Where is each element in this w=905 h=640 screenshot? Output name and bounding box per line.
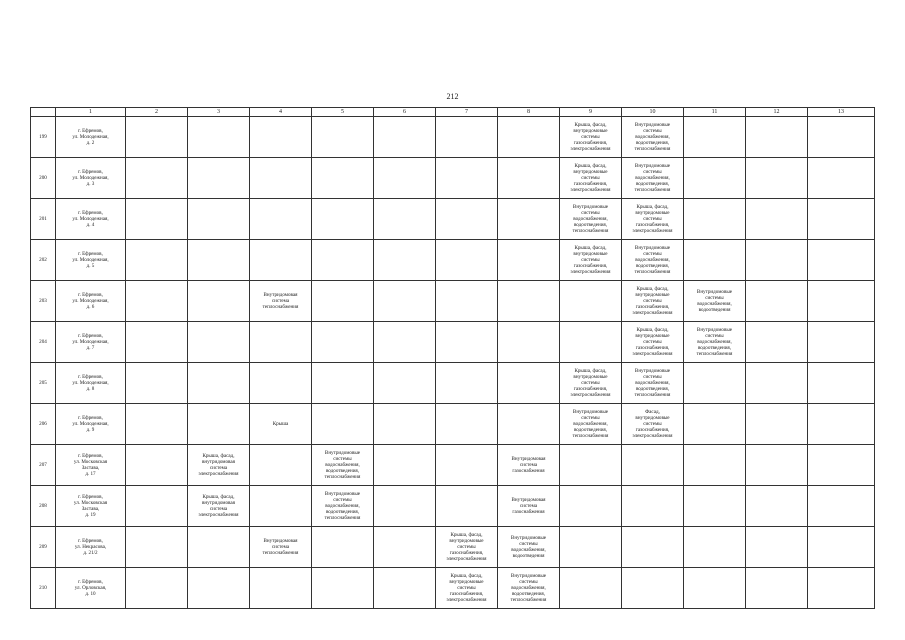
work-cell: Крыша, фасад, внутридомовые системы газоснабжения, электроснабжения — [560, 158, 622, 199]
work-cell — [560, 568, 622, 609]
work-cell: Внутридомовые системы водоснабжения, водоотведения — [684, 281, 746, 322]
work-cell — [746, 158, 808, 199]
address-cell: г. Ефремов, ул. Молодежная, д. 7 — [56, 322, 126, 363]
work-cell: Внутридомовая система теплоснабжения — [250, 527, 312, 568]
work-cell — [684, 199, 746, 240]
work-cell: Внутридомовые системы водоснабжения, водоотведения — [498, 527, 560, 568]
work-cell — [312, 322, 374, 363]
work-cell — [374, 281, 436, 322]
work-cell — [498, 404, 560, 445]
table-row — [31, 322, 875, 363]
work-cell — [808, 486, 875, 527]
row-number: 209 — [31, 527, 56, 568]
work-cell — [436, 322, 498, 363]
work-cell — [188, 527, 250, 568]
work-cell — [374, 527, 436, 568]
work-cell — [312, 240, 374, 281]
work-cell — [746, 445, 808, 486]
work-cell — [684, 568, 746, 609]
row-number: 201 — [31, 199, 56, 240]
work-cell — [312, 527, 374, 568]
table-row — [31, 568, 875, 609]
table-row — [31, 199, 875, 240]
work-cell — [374, 322, 436, 363]
row-number: 202 — [31, 240, 56, 281]
work-cell — [746, 322, 808, 363]
work-cell: Крыша, фасад, внутридомовая система электроснабжения — [188, 445, 250, 486]
work-cell — [188, 363, 250, 404]
work-cell — [188, 240, 250, 281]
work-cell: Внутридомовые системы водоснабжения, водоотведения, теплоснабжения — [684, 322, 746, 363]
work-cell — [808, 281, 875, 322]
work-cell — [436, 486, 498, 527]
work-cell: Внутридомовые системы водоснабжения, водоотведения, теплоснабжения — [498, 568, 560, 609]
work-cell — [374, 363, 436, 404]
work-cell: Внутридомовые системы водоснабжения, водоотведения, теплоснабжения — [312, 445, 374, 486]
work-cell — [250, 158, 312, 199]
work-cell — [808, 199, 875, 240]
column-header: 4 — [250, 108, 312, 117]
work-cell — [498, 363, 560, 404]
work-cell — [746, 527, 808, 568]
row-number: 203 — [31, 281, 56, 322]
work-cell — [622, 486, 684, 527]
work-cell — [250, 568, 312, 609]
work-cell — [746, 199, 808, 240]
column-header: 6 — [374, 108, 436, 117]
row-number: 200 — [31, 158, 56, 199]
work-cell: Внутридомовые системы водоснабжения, водоотведения, теплоснабжения — [312, 486, 374, 527]
table-row — [31, 404, 875, 445]
header-row — [31, 108, 875, 117]
table-row — [31, 117, 875, 158]
column-header: 12 — [746, 108, 808, 117]
work-cell: Внутридомовые системы водоснабжения, водоотведения, теплоснабжения — [560, 404, 622, 445]
work-cell — [312, 363, 374, 404]
work-cell — [126, 363, 188, 404]
work-cell — [188, 117, 250, 158]
work-cell — [374, 568, 436, 609]
header-cell-blank — [31, 108, 56, 117]
work-cell — [684, 240, 746, 281]
work-cell: Крыша, фасад, внутридомовые системы газоснабжения, электроснабжения — [560, 117, 622, 158]
work-cell — [436, 199, 498, 240]
column-header: 1 — [56, 108, 126, 117]
work-cell: Крыша, фасад, внутридомовые системы газоснабжения, электроснабжения — [622, 281, 684, 322]
work-cell — [436, 404, 498, 445]
column-header: 3 — [188, 108, 250, 117]
work-cell — [250, 117, 312, 158]
address-cell: г. Ефремов, ул. Молодежная, д. 5 — [56, 240, 126, 281]
work-cell — [436, 158, 498, 199]
address-cell: г. Ефремов, ул. Молодежная, д. 6 — [56, 281, 126, 322]
work-cell — [560, 527, 622, 568]
work-cell — [808, 158, 875, 199]
address-cell: г. Ефремов, ул. Молодежная, д. 2 — [56, 117, 126, 158]
work-cell — [746, 240, 808, 281]
work-cell — [126, 404, 188, 445]
work-cell — [560, 322, 622, 363]
work-cell — [622, 527, 684, 568]
work-cell: Внутридомовые системы водоснабжения, водоотведения, теплоснабжения — [560, 199, 622, 240]
work-cell — [684, 363, 746, 404]
table-row — [31, 486, 875, 527]
work-cell — [250, 445, 312, 486]
work-cell: Крыша, фасад, внутридомовые системы газоснабжения, электроснабжения — [622, 322, 684, 363]
work-cell: Внутридомовые системы водоснабжения, водоотведения, теплоснабжения — [622, 240, 684, 281]
address-cell: г. Ефремов, ул. Московская Застава, д. 17 — [56, 445, 126, 486]
work-cell: Внутридомовые системы водоснабжения, водоотведения, теплоснабжения — [622, 158, 684, 199]
work-cell — [684, 158, 746, 199]
work-cell — [374, 199, 436, 240]
capital-repair-table — [30, 107, 875, 609]
column-header: 5 — [312, 108, 374, 117]
work-cell — [560, 281, 622, 322]
work-cell — [746, 281, 808, 322]
work-cell — [250, 240, 312, 281]
work-cell — [250, 322, 312, 363]
work-cell — [250, 486, 312, 527]
address-cell: г. Ефремов, ул. Молодежная, д. 8 — [56, 363, 126, 404]
work-cell — [126, 568, 188, 609]
work-cell — [622, 568, 684, 609]
work-cell: Внутридомовая система газоснабжения — [498, 445, 560, 486]
work-cell — [808, 363, 875, 404]
work-cell — [374, 486, 436, 527]
work-cell: Внутридомовые системы водоснабжения, водоотведения, теплоснабжения — [622, 117, 684, 158]
work-cell: Крыша, фасад, внутридомовые системы газоснабжения, электроснабжения — [560, 363, 622, 404]
work-cell — [808, 568, 875, 609]
column-header: 8 — [498, 108, 560, 117]
address-cell: г. Ефремов, ул. Молодежная, д. 4 — [56, 199, 126, 240]
work-cell — [498, 199, 560, 240]
work-cell: Крыша — [250, 404, 312, 445]
work-cell — [808, 445, 875, 486]
table-row — [31, 527, 875, 568]
work-cell — [498, 281, 560, 322]
work-cell — [374, 445, 436, 486]
work-cell — [684, 486, 746, 527]
work-cell — [746, 486, 808, 527]
work-cell — [808, 117, 875, 158]
work-cell — [808, 527, 875, 568]
work-cell — [436, 281, 498, 322]
table-row — [31, 445, 875, 486]
table-row — [31, 363, 875, 404]
work-cell: Крыша, фасад, внутридомовые системы газоснабжения, электроснабжения — [436, 568, 498, 609]
work-cell — [498, 240, 560, 281]
work-cell — [684, 117, 746, 158]
address-cell: г. Ефремов, ул. Молодежная, д. 9 — [56, 404, 126, 445]
work-cell — [126, 199, 188, 240]
work-cell — [374, 240, 436, 281]
page-number: 212 — [446, 92, 459, 101]
work-cell — [126, 527, 188, 568]
work-cell: Крыша, фасад, внутридомовая система электроснабжения — [188, 486, 250, 527]
work-cell — [436, 363, 498, 404]
work-cell — [746, 404, 808, 445]
work-cell — [560, 486, 622, 527]
work-cell — [312, 281, 374, 322]
work-cell — [746, 117, 808, 158]
work-cell — [312, 199, 374, 240]
column-header: 13 — [808, 108, 875, 117]
row-number: 208 — [31, 486, 56, 527]
work-cell — [374, 158, 436, 199]
work-cell — [126, 322, 188, 363]
address-cell: г. Ефремов, ул. Некрасова, д. 21/2 — [56, 527, 126, 568]
work-cell — [374, 404, 436, 445]
work-cell — [188, 568, 250, 609]
work-cell — [250, 363, 312, 404]
row-number: 206 — [31, 404, 56, 445]
row-number: 210 — [31, 568, 56, 609]
work-cell: Внутридомовые системы водоснабжения, водоотведения, теплоснабжения — [622, 363, 684, 404]
work-cell — [684, 404, 746, 445]
work-cell — [498, 158, 560, 199]
work-cell — [188, 322, 250, 363]
column-header: 2 — [126, 108, 188, 117]
work-cell — [312, 404, 374, 445]
work-cell — [188, 281, 250, 322]
work-cell — [126, 158, 188, 199]
work-cell: Внутридомовая система газоснабжения — [498, 486, 560, 527]
work-cell — [684, 445, 746, 486]
work-cell — [436, 240, 498, 281]
work-cell — [498, 117, 560, 158]
work-cell — [312, 158, 374, 199]
work-cell — [312, 117, 374, 158]
row-number: 207 — [31, 445, 56, 486]
column-header: 11 — [684, 108, 746, 117]
column-header: 10 — [622, 108, 684, 117]
work-cell — [560, 445, 622, 486]
work-cell — [684, 527, 746, 568]
work-cell — [312, 568, 374, 609]
work-cell — [374, 117, 436, 158]
address-cell: г. Ефремов, ул. Орловская, д. 10 — [56, 568, 126, 609]
work-cell — [746, 568, 808, 609]
work-cell — [126, 281, 188, 322]
row-number: 205 — [31, 363, 56, 404]
work-cell — [436, 445, 498, 486]
work-cell: Крыша, фасад, внутридомовые системы газоснабжения, электроснабжения — [436, 527, 498, 568]
work-cell — [498, 322, 560, 363]
work-cell: Внутридомовая система теплоснабжения — [250, 281, 312, 322]
work-cell: Крыша, фасад, внутридомовые системы газоснабжения, электроснабжения — [622, 199, 684, 240]
work-cell — [126, 240, 188, 281]
work-cell — [250, 199, 312, 240]
work-cell — [188, 199, 250, 240]
address-cell: г. Ефремов, ул. Московская Застава, д. 19 — [56, 486, 126, 527]
work-cell — [622, 445, 684, 486]
work-cell — [188, 404, 250, 445]
work-cell: Фасад, внутридомовые системы газоснабжения, электроснабжения — [622, 404, 684, 445]
work-cell — [126, 486, 188, 527]
column-header: 9 — [560, 108, 622, 117]
work-cell — [808, 322, 875, 363]
row-number: 199 — [31, 117, 56, 158]
work-cell — [808, 404, 875, 445]
table-row — [31, 281, 875, 322]
work-cell — [188, 158, 250, 199]
row-number: 204 — [31, 322, 56, 363]
work-cell — [126, 117, 188, 158]
table-row — [31, 240, 875, 281]
work-cell — [746, 363, 808, 404]
column-header: 7 — [436, 108, 498, 117]
work-cell — [436, 117, 498, 158]
table-row — [31, 158, 875, 199]
work-cell — [808, 240, 875, 281]
work-cell — [126, 445, 188, 486]
work-cell: Крыша, фасад, внутридомовые системы газоснабжения, электроснабжения — [560, 240, 622, 281]
address-cell: г. Ефремов, ул. Молодежная, д. 3 — [56, 158, 126, 199]
